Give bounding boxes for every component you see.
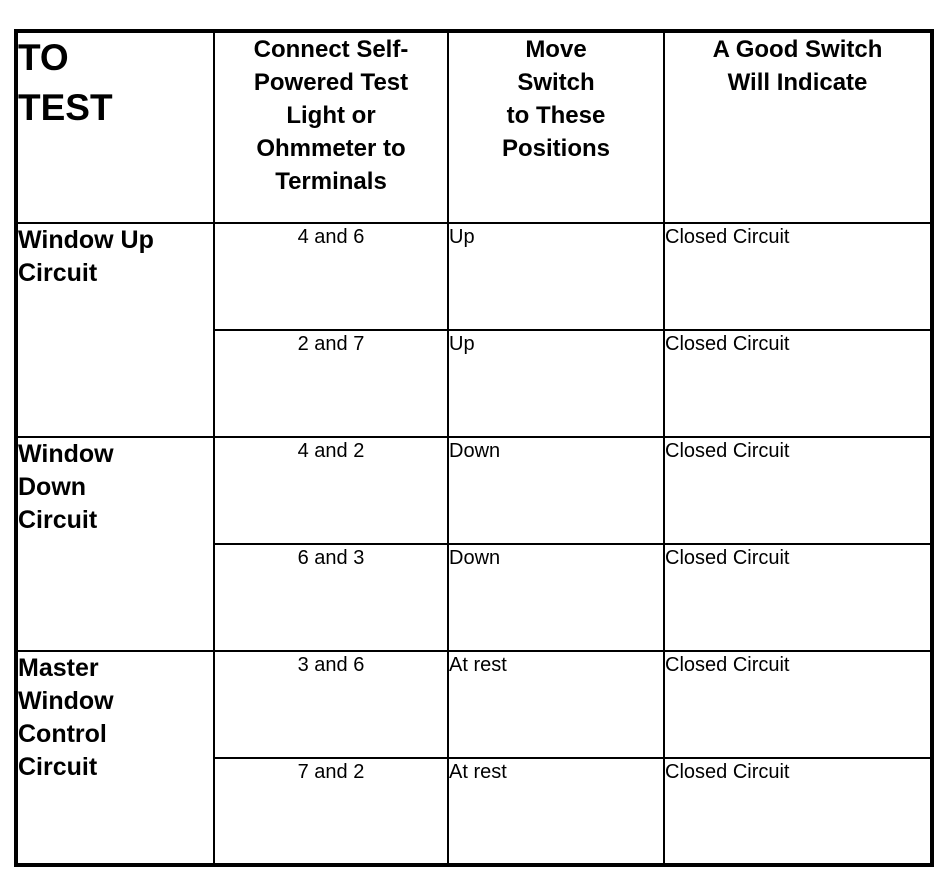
result-cell: Closed Circuit (664, 758, 932, 865)
terminals-cell: 4 and 2 (214, 437, 448, 544)
terminals-cell: 7 and 2 (214, 758, 448, 865)
result-cell: Closed Circuit (664, 544, 932, 651)
header-to-test-line: TO (18, 37, 69, 78)
circuit-label-line: Window (18, 687, 114, 715)
circuit-label-line: Master (18, 654, 99, 682)
switch-test-table (14, 29, 934, 867)
header-connect-line: Ohmmeter to (256, 135, 406, 162)
header-move-line: Positions (501, 135, 610, 162)
position-cell: Up (448, 330, 664, 437)
header-connect-terminals (214, 31, 448, 223)
circuit-label-line: Circuit (18, 506, 98, 534)
position-cell: Down (448, 437, 664, 544)
header-row (16, 31, 932, 223)
position-cell: Down (448, 544, 664, 651)
header-connect-line: Powered Test (253, 69, 409, 96)
header-indicate-line: Will Indicate (727, 69, 868, 96)
circuit-label-line: Circuit (18, 259, 98, 287)
circuit-label-master-window (16, 651, 214, 865)
table-row (16, 651, 932, 758)
header-connect-line: Light or (286, 102, 376, 129)
header-move-line: Switch (517, 69, 595, 96)
circuit-label-window-up (16, 223, 214, 437)
circuit-label-line: Window Up (18, 226, 154, 254)
circuit-label-line: Control (18, 720, 107, 748)
terminals-cell: 6 and 3 (214, 544, 448, 651)
position-cell: At rest (448, 651, 664, 758)
result-cell: Closed Circuit (664, 223, 932, 330)
table-row (16, 223, 932, 330)
table-row (16, 437, 932, 544)
circuit-label-line: Circuit (18, 753, 98, 781)
header-good-switch (664, 31, 932, 223)
header-to-test-line: TEST (18, 87, 113, 128)
circuit-label-window-down (16, 437, 214, 651)
header-move-switch (448, 31, 664, 223)
circuit-label-line: Window (18, 440, 114, 468)
position-cell: At rest (448, 758, 664, 865)
result-cell: Closed Circuit (664, 330, 932, 437)
header-indicate-line: A Good Switch (712, 36, 883, 63)
terminals-cell: 2 and 7 (214, 330, 448, 437)
header-connect-line: Terminals (275, 168, 387, 195)
result-cell: Closed Circuit (664, 437, 932, 544)
terminals-cell: 4 and 6 (214, 223, 448, 330)
result-cell: Closed Circuit (664, 651, 932, 758)
header-move-line: Move (525, 36, 587, 63)
position-cell: Up (448, 223, 664, 330)
circuit-label-line: Down (18, 473, 87, 501)
terminals-cell: 3 and 6 (214, 651, 448, 758)
header-to-test (16, 31, 214, 223)
header-move-line: to These (506, 102, 606, 129)
header-connect-line: Connect Self- (253, 36, 409, 63)
